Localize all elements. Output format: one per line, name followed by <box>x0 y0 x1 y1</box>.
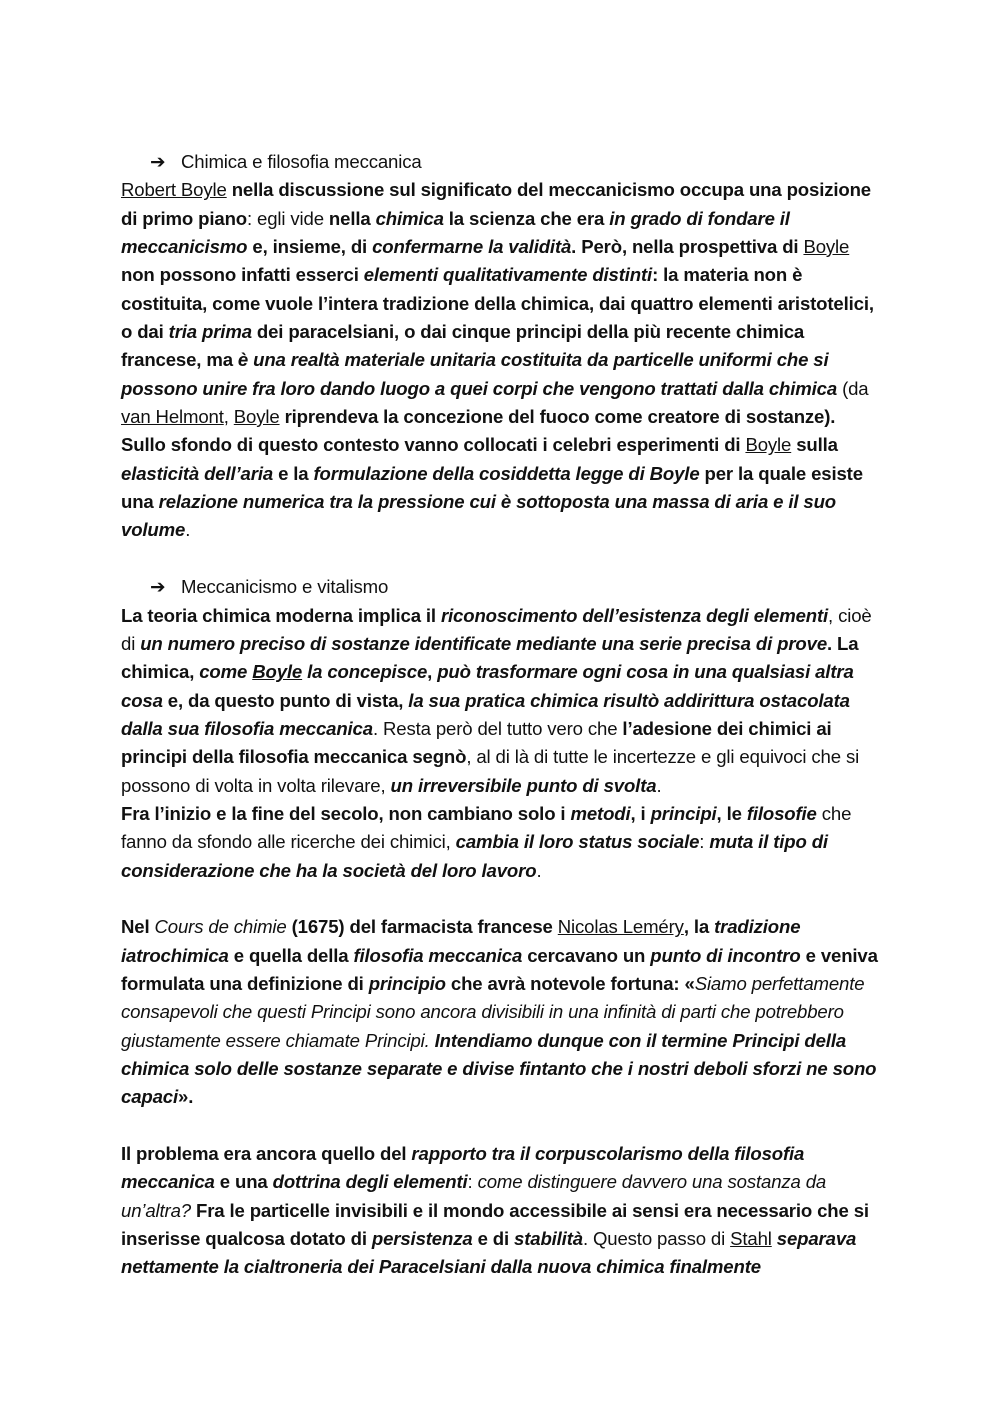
text-run: ». <box>178 1086 194 1108</box>
text-run: dei paracelsiani, o dai cinque principi della più recente chimica francese, ma <box>121 321 805 371</box>
text-run: un irreversibile punto di svolta <box>390 774 657 796</box>
document-page <box>121 148 881 1282</box>
text-run: . Questo passo di <box>582 1228 731 1250</box>
text-run: può trasformare ogni cosa in una qualsiasi altra cosa <box>121 661 854 711</box>
text-run: la scienza che era <box>443 207 610 229</box>
paragraph <box>121 176 881 431</box>
text-run: . La chimica, <box>121 632 859 683</box>
text-run: relazione numerica tra la pressione cui è sottoposta una massa di aria e il suo volume <box>121 491 837 541</box>
text-run: e, da questo punto di vista, <box>162 689 409 711</box>
text-run: l’adesione dei chimici ai principi della filosofia meccanica segnò <box>121 717 832 768</box>
text-run: separava nettamente la cialtroneria dei Paracelsiani dalla nuova chimica finalmente <box>121 1228 857 1278</box>
section-heading: ➔ Meccanicismo e vitalismo <box>121 573 881 601</box>
text-run: rapporto tra il corpuscolarismo della filosofia meccanica <box>121 1143 805 1193</box>
spacer <box>121 885 881 913</box>
text-run: un numero preciso di sostanze identificate mediante una serie precisa di prove <box>140 632 828 654</box>
paragraph <box>121 602 881 800</box>
text-run: , <box>223 406 234 428</box>
text-run: . Resta però del tutto vero che <box>372 717 623 739</box>
linked-name: Boyle <box>745 434 792 456</box>
text-run: riconoscimento dell’esistenza degli elementi <box>440 604 829 626</box>
text-run: , al di là di tutte le incertezze e gli equivoci che si possono di volta in volta rilevare, <box>121 746 860 796</box>
linked-name: Boyle <box>233 406 280 428</box>
text-run: . <box>656 774 662 796</box>
spacer <box>121 545 881 573</box>
text-run: punto di incontro <box>650 944 801 966</box>
text-run: , cioè di <box>121 604 872 654</box>
text-run: la concepisce <box>302 661 428 683</box>
linked-name: Nicolas Leméry <box>557 916 684 938</box>
text-run: . Però, nella prospettiva di <box>571 236 804 258</box>
paragraph <box>121 800 881 885</box>
paragraph <box>121 913 881 1111</box>
text-run: non possono infatti esserci <box>121 264 364 286</box>
text-run: (da <box>837 377 869 399</box>
text-run: La teoria chimica moderna implica il <box>121 604 441 626</box>
text-run: stabilità <box>514 1228 583 1250</box>
text-run: confermarne la validità <box>372 236 572 258</box>
arrow-icon: ➔ <box>150 576 166 598</box>
text-run: la sua pratica chimica risultò addirittura ostacolata dalla sua filosofia meccanica <box>121 689 850 739</box>
text-run: elementi qualitativamente distinti <box>363 264 653 286</box>
text-run: tradizione iatrochimica <box>121 916 801 966</box>
text-run: come <box>199 661 253 683</box>
text-run: Fra le particelle invisibili e il mondo accessibile ai sensi era necessario che si inserisse qualcosa dotato di <box>121 1199 869 1250</box>
text-run: per la quale esiste una <box>121 462 863 513</box>
arrow-icon: ➔ <box>150 151 166 172</box>
text-run: principi <box>650 802 717 824</box>
section-chimica <box>121 148 881 545</box>
text-run: e, insieme, di <box>247 236 373 258</box>
text-run: come distinguere davvero una sostanza da un’altra? <box>121 1171 827 1221</box>
text-run: tria prima <box>168 321 252 343</box>
text-run: principio <box>368 972 446 994</box>
text-run: Sullo sfondo di questo contesto vanno collocati i celebri esperimenti di <box>121 434 746 456</box>
text-run: Nel <box>121 916 155 938</box>
text-run: Il problema era ancora quello del <box>121 1143 412 1165</box>
text-run: nella <box>328 207 376 229</box>
text-run: : <box>467 1171 478 1193</box>
text-run: e veniva formulata una definizione di <box>121 944 878 994</box>
text-run: : la materia non è costituita, come vuole l’intera tradizione della chimica, dai quattro elementi aristotelici, o dai <box>121 264 874 343</box>
text-run: metodi <box>570 802 631 824</box>
text-run: nella discussione sul significato del meccanicismo occupa una posizione di primo piano <box>121 179 871 229</box>
text-run: sulla <box>791 434 838 456</box>
text-run: Fra l’inizio e la fine del secolo, non cambiano solo i <box>121 802 571 824</box>
linked-name: Robert Boyle <box>121 179 227 201</box>
text-run: , le <box>716 802 747 824</box>
text-run: . <box>536 859 542 881</box>
section-heading: ➔ Chimica e filosofia meccanica <box>121 148 881 176</box>
text-run: e di <box>472 1228 515 1250</box>
text-run: riprendeva la concezione del fuoco come creatore di sostanze). <box>279 406 836 428</box>
text-run: Siamo perfettamente consapevoli che questi Principi sono ancora divisibili in una infinità di parti che potrebbero giustamente essere chiamate Principi. <box>121 972 865 1051</box>
section-meccanicismo <box>121 573 881 1282</box>
text-run: e quella della <box>228 944 354 966</box>
text-run: filosofie <box>746 802 817 824</box>
text-run: Intendiamo dunque con il termine Principi della chimica solo delle sostanze separate e divise fintanto che i nostri deboli sforzi ne sono capaci <box>121 1029 877 1108</box>
text-run: cercavano un <box>522 944 651 966</box>
paragraph <box>121 431 881 544</box>
text-run: che avrà notevole fortuna: « <box>445 972 695 994</box>
text-run: e la <box>273 462 314 484</box>
text-run: persistenza <box>371 1228 473 1250</box>
text-run: in grado di fondare il meccanicismo <box>121 207 790 258</box>
text-run: : egli vide <box>247 207 329 229</box>
text-run: , i <box>630 802 651 824</box>
linked-name: van Helmont <box>121 406 224 428</box>
text-run: dottrina degli elementi <box>272 1171 468 1193</box>
spacer <box>121 1112 881 1140</box>
text-run: , la <box>683 916 715 938</box>
text-run: chimica <box>375 207 444 229</box>
linked-name: Stahl <box>730 1228 772 1250</box>
text-run: (1675) del farmacista francese <box>286 916 558 938</box>
text-run: che fanno da sfondo alle ricerche dei chimici, <box>121 802 852 853</box>
paragraph <box>121 1140 881 1282</box>
text-run: e una <box>214 1171 273 1193</box>
text-run: , <box>427 661 438 683</box>
text-run: muta il tipo di considerazione che ha la società del loro lavoro <box>121 831 828 881</box>
linked-name: Boyle <box>252 661 303 683</box>
text-run: Cours de chimie <box>154 916 287 938</box>
text-run: è una realtà materiale unitaria costituita da particelle uniformi che si possono unire fra loro dando luogo a quei corpi che vengono trattati dalla chimica <box>121 349 838 399</box>
text-run: cambia il loro status sociale <box>455 831 700 853</box>
text-run: elasticità dell’aria <box>121 462 274 484</box>
text-run: . <box>185 519 191 541</box>
text-run: filosofia meccanica <box>353 944 523 966</box>
text-run: : <box>699 831 710 853</box>
linked-name: Boyle <box>803 236 850 258</box>
text-run: formulazione della cosiddetta legge di Boyle <box>313 462 700 484</box>
